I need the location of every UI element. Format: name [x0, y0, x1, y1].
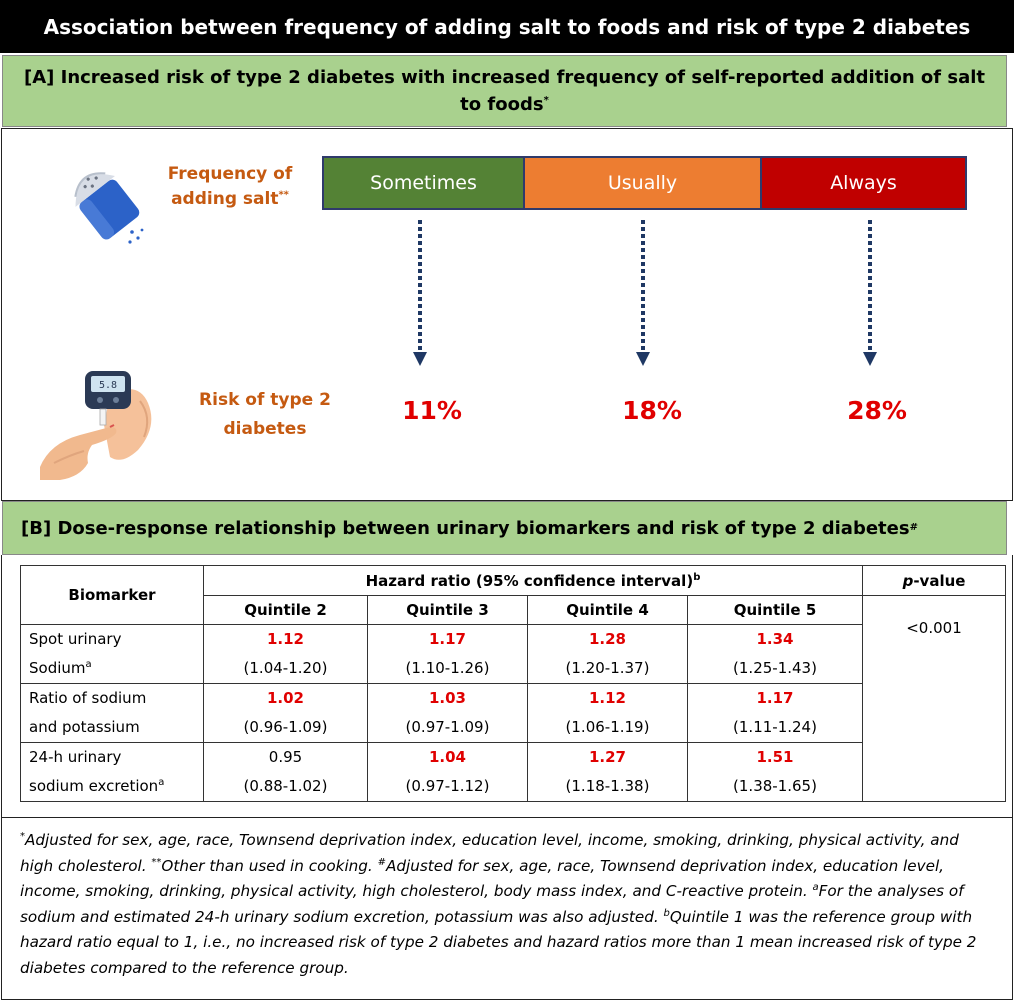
ci-value: (1.18-1.38)	[565, 777, 650, 795]
footnote-mark: #	[377, 856, 386, 868]
ci-value: (0.97-1.12)	[405, 777, 490, 795]
footnotes	[1, 818, 1013, 1000]
hr-value: 1.27	[588, 748, 626, 766]
ci-value: (1.11-1.24)	[733, 718, 817, 736]
hr-cell	[528, 684, 688, 743]
biomarker-name-cell	[21, 743, 204, 802]
biomarker-name-line2-wrap	[29, 654, 203, 683]
section-b-header-label: [B] Dose-response relationship between urinary biomarkers and risk of type 2 diabetes	[21, 517, 910, 539]
biomarker-name-line1: 24-h urinary	[29, 748, 122, 766]
biomarker-name-line1: Ratio of sodium	[29, 689, 147, 707]
footnote-text: Other than used in cooking.	[161, 856, 373, 875]
arrow-down-icon	[410, 218, 430, 368]
hr-value: 1.12	[588, 689, 626, 707]
arrow-down-icon	[633, 218, 653, 368]
hr-cell	[204, 625, 368, 684]
biomarker-column-header: Biomarker	[21, 566, 204, 625]
hr-value: 1.28	[588, 630, 626, 648]
frequency-label-line2-wrap	[165, 187, 295, 212]
hr-value: 0.95	[268, 748, 303, 766]
section-b-header: [B] Dose-response relationship between urinary biomarkers and risk of type 2 diabetes #	[2, 501, 1007, 555]
quintile-3-header: Quintile 3	[368, 596, 528, 625]
hr-cell	[204, 684, 368, 743]
hr-value: 1.04	[428, 748, 466, 766]
footnote-mark: a	[812, 881, 819, 893]
biomarker-name-sup: a	[85, 659, 92, 670]
frequency-label	[165, 162, 295, 212]
hr-value: 1.34	[756, 630, 794, 648]
ci-value: (0.88-1.02)	[243, 777, 328, 795]
footnote-text: For the analyses of sodium and estimated 24-h urinary sodium excretion, potassium was also adjusted.	[20, 882, 964, 926]
frequency-usually-box	[523, 156, 762, 210]
table-header-row	[21, 566, 1006, 596]
table-row	[21, 743, 1006, 802]
hazard-ratio-header-sup: b	[693, 571, 701, 583]
infographic-title	[0, 0, 1014, 53]
quintile-5-header: Quintile 5	[688, 596, 863, 625]
biomarker-name-line2: sodium excretion	[29, 777, 159, 795]
ci-value: (1.25-1.43)	[733, 659, 817, 677]
footnote-text: Adjusted for sex, age, race, Townsend deprivation index, education level, income, smoking, drinking, physical activity, high cholesterol, body mass index, and C-reactive protein.	[20, 856, 944, 900]
table-row	[21, 684, 1006, 743]
p-value-cell: <0.001	[863, 596, 1006, 802]
risk-value-always: 28%	[847, 396, 907, 425]
biomarker-name-cell	[21, 684, 204, 743]
hr-cell	[688, 625, 863, 684]
footnote-text: Quintile 1 was the reference group with hazard ratio equal to 1, i.e., no increased risk of type 2 diabetes and hazard ratios more than 1 mean increased risk of type 2 diabetes compared to the reference group.	[20, 907, 977, 977]
hr-cell	[688, 684, 863, 743]
hr-value: 1.17	[428, 630, 466, 648]
section-a-header-text	[15, 64, 994, 118]
salt-shaker-icon	[52, 150, 162, 250]
ci-value: (1.20-1.37)	[565, 659, 650, 677]
ci-value: (1.38-1.65)	[733, 777, 817, 795]
ci-value: (1.06-1.19)	[565, 718, 650, 736]
hr-cell	[528, 625, 688, 684]
title-text: Association between frequency of adding salt to foods and risk of type 2 diabetes	[43, 14, 971, 39]
frequency-sometimes-box	[322, 156, 525, 210]
risk-label-line2: diabetes	[223, 419, 307, 439]
hazard-ratio-header-text: Hazard ratio (95% confidence interval)	[365, 571, 694, 590]
ci-value: (0.96-1.09)	[243, 718, 328, 736]
p-value-header-rest: -value	[913, 571, 966, 590]
biomarker-name-cell	[21, 625, 204, 684]
glucose-display: 5.8	[98, 380, 118, 391]
hr-value: 1.03	[428, 689, 466, 707]
footnote-mark: b	[663, 907, 670, 919]
hr-cell	[368, 743, 528, 802]
ci-value: (0.97-1.09)	[405, 718, 490, 736]
frequency-always-box	[760, 156, 967, 210]
quintile-2-header: Quintile 2	[204, 596, 368, 625]
footnote-mark: *	[20, 830, 25, 842]
biomarker-name-line1: Spot urinary	[29, 630, 122, 648]
quintile-4-header: Quintile 4	[528, 596, 688, 625]
risk-value-usually: 18%	[622, 396, 682, 425]
section-a-header	[2, 55, 1007, 127]
hr-value: 1.02	[266, 689, 304, 707]
footnote-mark: **	[151, 856, 162, 868]
footnote-text: Adjusted for sex, age, race, Townsend deprivation index, education level, income, smoking, drinking, physical activity, and high cholesterol.	[20, 831, 959, 875]
hr-cell	[204, 743, 368, 802]
hr-cell	[368, 625, 528, 684]
hr-cell	[688, 743, 863, 802]
frequency-always-label: Always	[830, 172, 897, 194]
hazard-ratio-table	[20, 565, 1006, 802]
frequency-label-line2: adding salt	[171, 189, 279, 209]
hazard-ratio-column-header	[204, 566, 863, 596]
frequency-label-line1: Frequency of	[167, 164, 293, 184]
ci-value: (1.04-1.20)	[243, 659, 328, 677]
section-a-header-label: [A] Increased risk of type 2 diabetes with increased frequency of self-reported addition of salt to foods	[23, 67, 986, 115]
arrow-down-icon	[860, 218, 880, 368]
biomarker-name-line2: and potassium	[29, 718, 140, 736]
risk-value-sometimes: 11%	[402, 396, 462, 425]
hr-cell	[528, 743, 688, 802]
risk-label	[195, 386, 335, 444]
section-a-header-sup: *	[543, 95, 549, 106]
glucose-meter-icon	[40, 355, 165, 480]
frequency-label-sup: **	[278, 189, 289, 201]
hr-value: 1.12	[266, 630, 304, 648]
p-value-header-italic: p	[902, 571, 914, 590]
hr-value: 1.51	[756, 748, 794, 766]
biomarker-name-line2-wrap	[29, 772, 203, 801]
hr-cell	[368, 684, 528, 743]
frequency-usually-label: Usually	[607, 172, 678, 194]
biomarker-name-line2: Sodium	[29, 659, 86, 677]
risk-label-line1: Risk of type 2	[199, 390, 331, 410]
ci-value: (1.10-1.26)	[405, 659, 490, 677]
hr-value: 1.17	[756, 689, 794, 707]
biomarker-name-sup: a	[158, 777, 165, 788]
p-value-column-header	[863, 566, 1006, 596]
table-row	[21, 625, 1006, 684]
frequency-sometimes-label: Sometimes	[370, 172, 477, 194]
